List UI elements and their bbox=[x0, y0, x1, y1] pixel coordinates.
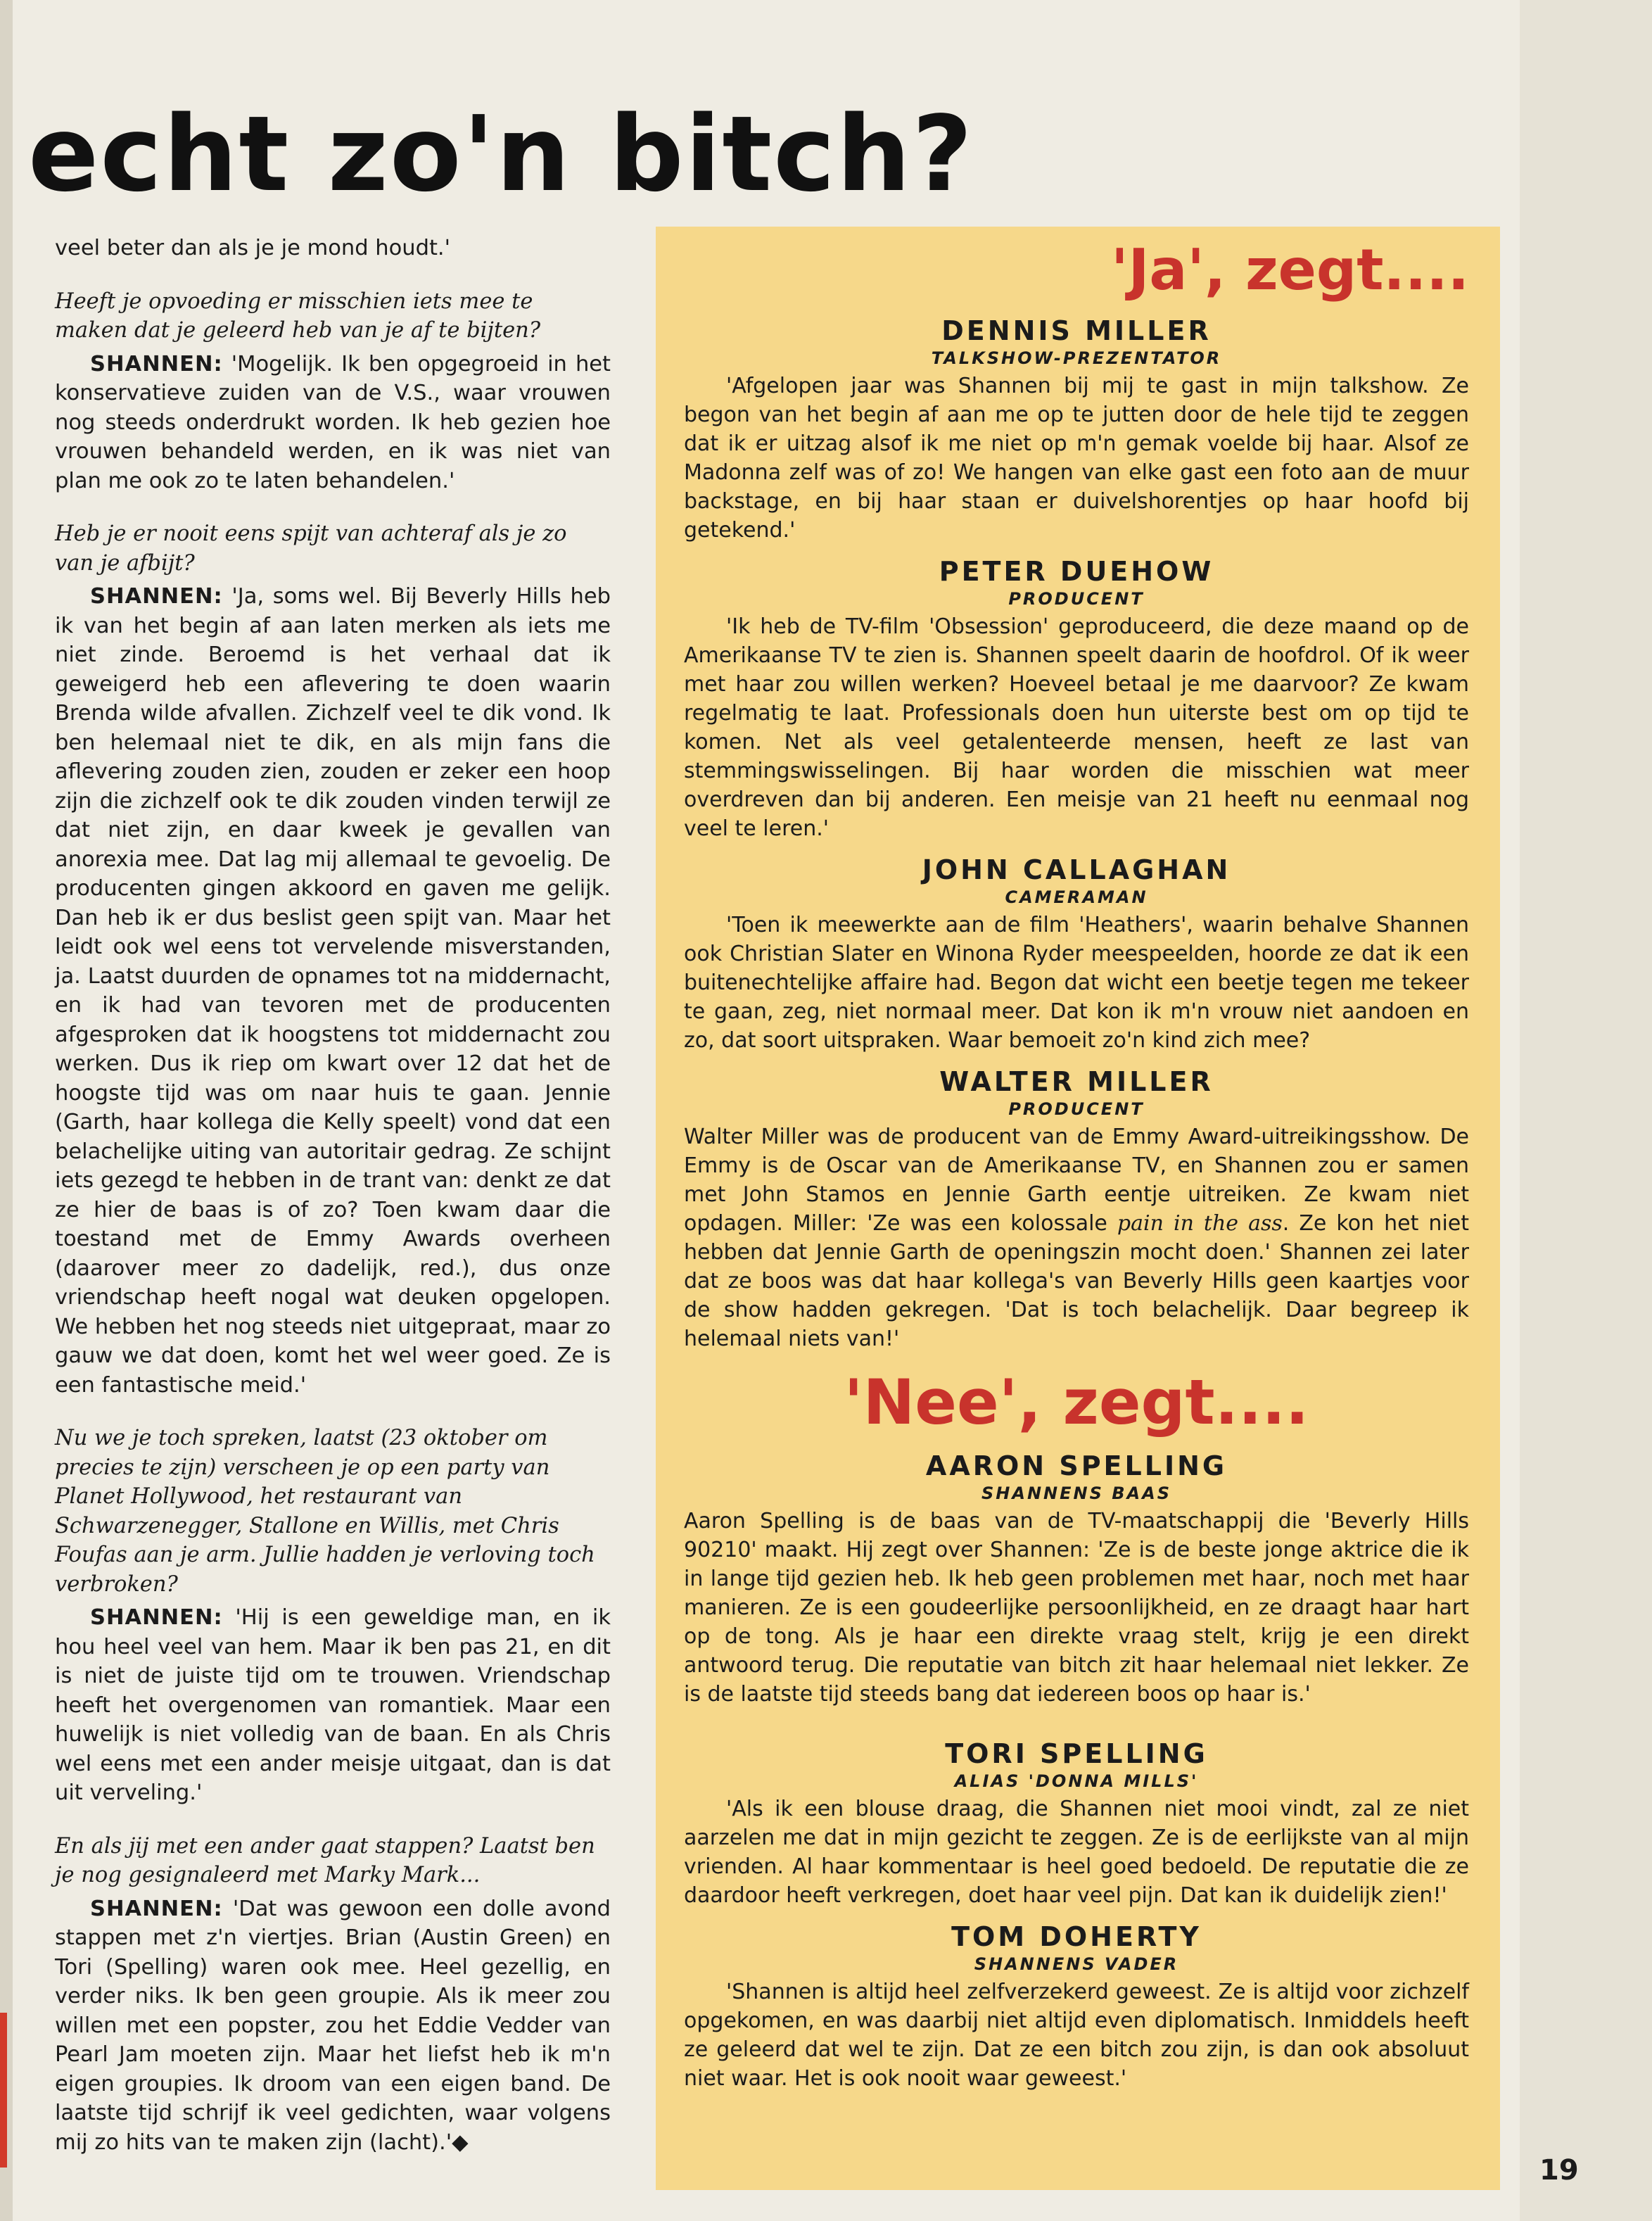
red-edge-mark bbox=[0, 2013, 7, 2168]
headline: echt zo'n bitch? bbox=[28, 94, 974, 215]
person-quote: 'Afgelopen jaar was Shannen bij mij te gast in mijn talkshow. Ze begon van het begin af aan me op te jutten door de hele tijd te zeggen dat ik er uitzag alsof ik me niet op m'n gemak voelde bij haar. Alsof ze Madonna zelf was of zo! We hangen van elke gast een foto aan de muur backstage, en bij haar staan er duivelshorentjes op haar hoofd bij getekend.' bbox=[684, 374, 1469, 543]
interview-question: Nu we je toch spreken, laatst (23 oktober om precies te zijn) verscheen je op een party van Planet Hollywood, het restaurant van Schwarzenegger, Stallone en Willis, met Chris Foufas aan je arm. Jullie hadden je verloving toch verbroken? bbox=[55, 1426, 595, 1597]
next-page-edge bbox=[1520, 0, 1652, 2221]
person-role: ALIAS 'DONNA MILLS' bbox=[954, 1771, 1199, 1791]
person-name: JOHN CALLAGHAN bbox=[922, 854, 1231, 885]
person-name: WALTER MILLER bbox=[939, 1066, 1214, 1097]
person-quote: 'Als ik een blouse draag, die Shannen niet mooi vindt, zal ze niet aarzelen me dat in mijn gezicht te zeggen. Ze is de eerlijkste van al mijn vrienden. Al haar kommentaar is heel goed bedoeld. De reputatie die ze daardoor heeft verkregen, doet haar veel pijn. Dat kan ik duidelijk zien!' bbox=[684, 1797, 1469, 1908]
person-quote bbox=[684, 1122, 1469, 1353]
opinion-entry bbox=[684, 314, 1469, 545]
person-quote: 'Shannen is altijd heel zelfverzekerd geweest. Ze is altijd voor zichzelf opgekomen, en was daarbij niet altijd even diplomatisch. Inmiddels heeft ze geleerd dat wel te zijn. Dat ze een bitch zou zijn, is dan ook absoluut niet waar. Het is ook nooit waar geweest.' bbox=[684, 1980, 1469, 2091]
person-quote: Aaron Spelling is de baas van de TV-maatschappij die 'Beverly Hills 90210' maakt. Hij zegt over Shannen: 'Ze is de beste jonge aktrice die ik in lange tijd gezien heb. Ik heb geen problemen met haar, noch met haar manieren. Ze is een goudeerlijke persoonlijkheid, en ze draagt haar hart op de tong. Als je haar een direkte vraag stelt, krijg je een direkt antwoord terug. Die reputatie van bitch zit haar helemaal niet lekker. Ze is de laatste tijd steeds bang dat iedereen boos op haar is.' bbox=[684, 1509, 1469, 1707]
answer-text: 'Dat was gewoon een dolle avond stappen met z'n viertjes. Brian (Austin Green) en Tori (Spelling) waren ook mee. Heel gezellig, en verder niks. Ik ben geen groupie. Als ik meer zou willen met een popster, zou het Eddie Vedder van Pearl Jam moeten zijn. Maar het liefst heb ik m'n eigen groupies. Ik droom van een eigen band. De laatste tijd schrijf ik veel gedichten, waar volgens mij zo hits van te maken zijn (lacht).'◆ bbox=[55, 1896, 611, 2155]
page-number: 19 bbox=[1539, 2154, 1579, 2187]
interview-intro: veel beter dan als je je mond houdt.' bbox=[55, 236, 451, 260]
speaker-label: SHANNEN: bbox=[90, 351, 223, 377]
interview-question: En als jij met een ander gaat stappen? Laatst ben je nog gesignaleerd met Marky Mark... bbox=[55, 1833, 595, 1887]
person-role: CAMERAMAN bbox=[1005, 887, 1148, 907]
person-role: PRODUCENT bbox=[1008, 589, 1145, 609]
answer-text: 'Hij is een geweldige man, en ik hou heel veel van hem. Maar ik ben pas 21, en dit is niet de juiste tijd om te trouwen. Vriendschap heeft het overgenomen van romantiek. Maar een huwelijk is niet volledig van de baan. En als Chris wel eens met een ander meisje uitgaat, dan is dat uit verveling.' bbox=[55, 1605, 611, 1805]
speaker-label: SHANNEN: bbox=[90, 1896, 223, 1921]
quote-emphasis: pain in the ass bbox=[1117, 1211, 1283, 1236]
opinion-entry bbox=[684, 1449, 1469, 1709]
nee-heading: 'Nee', zegt.... bbox=[844, 1366, 1309, 1438]
interview-answer bbox=[55, 1603, 611, 1808]
interview-question: Heeft je opvoeding er misschien iets mee te maken dat je geleerd heb van je af te bijten? bbox=[55, 289, 541, 343]
opinion-entry bbox=[684, 1920, 1469, 2093]
opinion-entry bbox=[684, 853, 1469, 1055]
speaker-label: SHANNEN: bbox=[90, 584, 223, 609]
quote-part: Walter Miller was de producent van de Emmy Award-uitreikingsshow. De Emmy is de Oscar van de Amerikaanse TV, en Shannen zou er samen met John Stamos en Jennie Garth eentje uitreiken. Ze kwam niet opdagen. Miller: 'Ze was een kolossale bbox=[684, 1125, 1469, 1236]
opinion-entry bbox=[684, 1065, 1469, 1353]
interview-answer bbox=[55, 350, 611, 496]
person-name: TOM DOHERTY bbox=[951, 1921, 1202, 1952]
interview-answer bbox=[55, 1894, 611, 2158]
interview-question: Heb je er nooit eens spijt van achteraf als je zo van je afbijt? bbox=[55, 521, 567, 576]
person-role: PRODUCENT bbox=[1008, 1099, 1145, 1119]
ja-heading: 'Ja', zegt.... bbox=[1111, 237, 1469, 303]
person-role: TALKSHOW-PREZENTATOR bbox=[931, 348, 1222, 368]
person-quote: 'Toen ik meewerkte aan de film 'Heathers', waarin behalve Shannen ook Christian Slater en Winona Ryder meespeelden, hoorde ze dat ik een buitenechtelijke affaire had. Begon dat wicht een beetje tegen me tekeer te gaan, zeg, niet normaal meer. Dat kon ik m'n vrouw niet aandoen en zo, dat soort uitspraken. Waar bemoeit zo'n kind zich mee? bbox=[684, 913, 1469, 1053]
interview-column bbox=[55, 234, 611, 2155]
quote-part: . Ze kon het niet hebben dat Jennie Garth de openingszin mocht doen.' Shannen zei later dat ze boos was dat haar kollega's van Beverly Hills geen kaartjes voor de show hadden gekregen. 'Dat is toch belachelijk. Daar begreep ik helemaal niets van!' bbox=[684, 1211, 1469, 1351]
speaker-label: SHANNEN: bbox=[90, 1605, 223, 1630]
person-name: PETER DUEHOW bbox=[939, 556, 1214, 587]
answer-text: 'Mogelijk. Ik ben opgegroeid in het konservatieve zuiden van de V.S., waar vrouwen nog steeds onderdrukt worden. Ik heb gezien hoe vrouwen behandeld werden, en ik was niet van plan me ook zo te laten behandelen.' bbox=[55, 351, 611, 493]
page-edge bbox=[0, 0, 13, 2221]
person-role: SHANNENS BAAS bbox=[981, 1483, 1171, 1503]
answer-text: 'Ja, soms wel. Bij Beverly Hills heb ik van het begin af aan laten merken als iets me niet zinde. Beroemd is het verhaal dat ik geweigerd heb een aflevering te doen waarin Brenda wilde afvallen. Zichzelf veel te dik vond. Ik ben helemaal niet te dik, en als mijn fans die aflevering zouden zien, zouden er zeker een hoop zijn die zichzelf ook te dik zouden vinden terwijl ze dat niet zijn, en daar kweek je gevallen van anorexia mee. Dat lag mij allemaal te gevoelig. De producenten gingen akkoord en gaven me gelijk. Dan heb ik er dus beslist geen spijt van. Maar het leidt ook wel eens tot vervelende misverstanden, ja. Laatst duurden de opnames tot na middernacht, en ik had van tevoren met de producenten afgesproken dat ik hoogstens tot middernacht zou werken. Dus ik riep om kwart over 12 dat het de hoogste tijd was om naar huis te gaan. Jennie (Garth, haar kollega die Kelly speelt) vond dat een belachelijke uiting van autoritair gedrag. Ze schijnt iets gezegd te hebben in de trant van: denkt ze dat ze hier de baas is of zo? Toen kwam daar die toestand met de Emmy Awards overheen (daarover meer zo dadelijk, red.), dus onze vriendschap heeft nogal wat deuken opgelopen. We hebben het nog steeds niet uitgepraat, maar zo gauw we dat doen, komt het wel weer goed. Ze is een fantastische meid.' bbox=[55, 584, 611, 1398]
opinion-entry bbox=[684, 555, 1469, 843]
person-role: SHANNENS VADER bbox=[974, 1954, 1179, 1974]
opinions-sidebar bbox=[656, 227, 1500, 2190]
person-quote: 'Ik heb de TV-film 'Obsession' geproduceerd, die deze maand op de Amerikaanse TV te zien is. Shannen speelt daarin de hoofdrol. Of ik weer met haar zou willen werken? Hoeveel betaal je me daarvoor? Ze kwam regelmatig te laat. Professionals doen hun uiterste best om op tijd te komen. Net als veel getalenteerde mensen, heeft ze last van stemmingswisselingen. Bij haar worden die misschien wat meer overdreven dan bij anderen. Een meisje van 21 heeft nu eenmaal nog veel te leren.' bbox=[684, 614, 1469, 841]
person-name: AARON SPELLING bbox=[925, 1450, 1228, 1481]
person-name: TORI SPELLING bbox=[945, 1738, 1208, 1769]
interview-answer bbox=[55, 582, 611, 1400]
opinion-entry bbox=[684, 1737, 1469, 1910]
person-name: DENNIS MILLER bbox=[941, 315, 1212, 346]
